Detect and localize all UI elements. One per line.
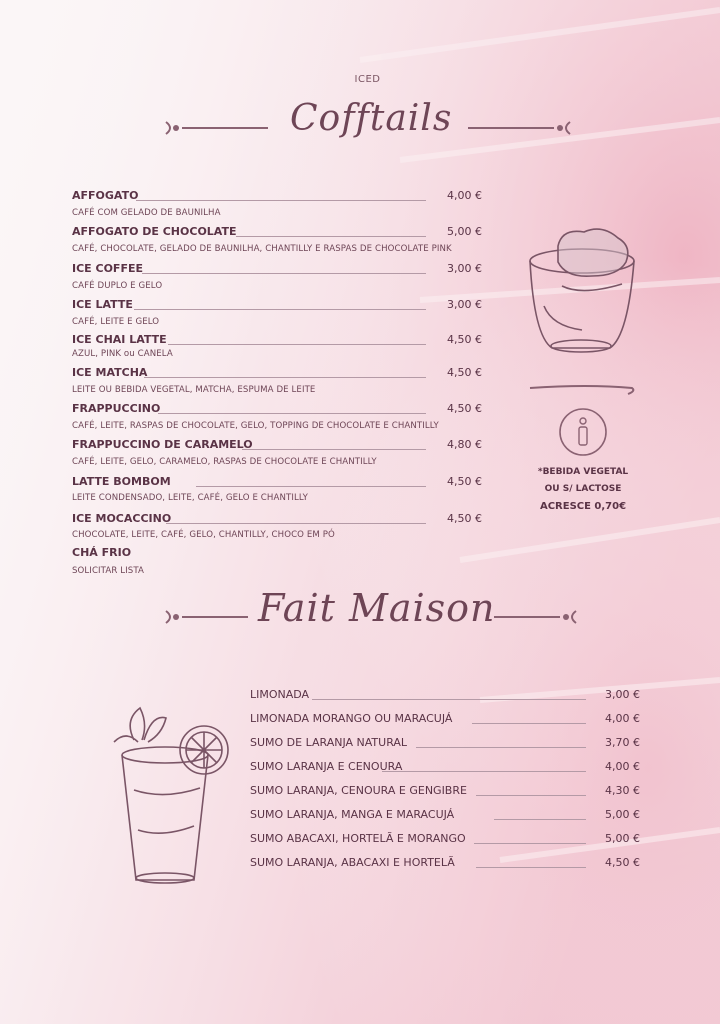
right-ornament-divider-2 [492, 607, 582, 627]
info-icon [557, 406, 609, 458]
menu-item-description: AZUL, PINK ou CANELA [72, 349, 173, 359]
dotted-leader [382, 771, 586, 772]
menu-item [72, 546, 482, 562]
fait-maison-item-price: 5,00 € [605, 832, 640, 845]
menu-item-price: 4,00 € [447, 189, 482, 202]
fait-maison-item [250, 784, 640, 800]
dotted-leader [416, 747, 586, 748]
menu-item-name: ICE CHAI LATTE [72, 333, 167, 346]
menu-item-price: 4,80 € [447, 438, 482, 451]
section-subtitle: ICED [354, 74, 381, 85]
dotted-leader [134, 309, 426, 310]
menu-item [72, 512, 482, 528]
right-ornament-divider [466, 118, 576, 138]
dotted-leader [472, 723, 586, 724]
fait-maison-item-price: 4,00 € [605, 712, 640, 725]
menu-item-name: ICE MATCHA [72, 366, 148, 379]
dotted-leader [476, 867, 586, 868]
dotted-leader [312, 699, 586, 700]
menu-item-description: CAFÉ DUPLO E GELO [72, 281, 163, 291]
dotted-leader [196, 486, 426, 487]
menu-item-price: 4,50 € [447, 366, 482, 379]
dotted-leader [494, 819, 586, 820]
dotted-leader [476, 795, 586, 796]
menu-item [72, 333, 482, 349]
menu-item [72, 475, 482, 491]
menu-item [72, 225, 482, 241]
menu-item [72, 366, 482, 382]
fait-maison-item-name: SUMO LARANJA E CENOURA [250, 760, 403, 773]
menu-item-description: CHOCOLATE, LEITE, CAFÉ, GELO, CHANTILLY, CHOCO EM PÓ [72, 530, 335, 540]
menu-item-name: AFFOGATO DE CHOCOLATE [72, 225, 237, 238]
dotted-leader [158, 413, 426, 414]
dotted-leader [168, 344, 426, 345]
menu-item-description: LEITE OU BEBIDA VEGETAL, MATCHA, ESPUMA DE LEITE [72, 385, 316, 395]
menu-item-name: FRAPPUCCINO DE CARAMELO [72, 438, 253, 451]
dotted-leader [136, 200, 426, 201]
left-ornament-divider [160, 118, 270, 138]
menu-item-price: 4,50 € [447, 512, 482, 525]
menu-item-description: CAFÉ, LEITE, GELO, CARAMELO, RASPAS DE CHOCOLATE E CHANTILLY [72, 457, 377, 467]
menu-item [72, 298, 482, 314]
fait-maison-item-price: 3,00 € [605, 688, 640, 701]
dotted-leader [144, 377, 426, 378]
fait-maison-item-price: 4,50 € [605, 856, 640, 869]
dotted-leader [242, 449, 426, 450]
menu-item-description: CAFÉ COM GELADO DE BAUNILHA [72, 208, 221, 218]
menu-item-name: CHÁ FRIO [72, 546, 132, 559]
note-line-1: *BEBIDA VEGETAL [537, 467, 629, 477]
fait-maison-title: Fait Maison [258, 586, 496, 630]
brush-stroke-divider [528, 382, 638, 398]
dotted-leader [474, 843, 586, 844]
note-line-2: OU S/ LACTOSE [544, 484, 622, 494]
left-ornament-divider-2 [160, 607, 250, 627]
note-line-3: ACRESCE 0,70€ [539, 501, 627, 512]
menu-item [72, 262, 482, 278]
menu-item-price: 4,50 € [447, 333, 482, 346]
menu-item-price: 4,50 € [447, 402, 482, 415]
menu-item-name: AFFOGATO [72, 189, 139, 202]
menu-item-price: 5,00 € [447, 225, 482, 238]
lemonade-glass-illustration [104, 700, 234, 890]
fait-maison-item-name: LIMONADA MORANGO OU MARACUJÁ [250, 712, 453, 725]
fait-maison-item-name: SUMO LARANJA, ABACAXI E HORTELÃ [250, 856, 455, 869]
fait-maison-item-price: 3,70 € [605, 736, 640, 749]
menu-item-name: ICE MOCACCINO [72, 512, 172, 525]
fait-maison-item-name: SUMO LARANJA, MANGA E MARACUJÁ [250, 808, 455, 821]
menu-item [72, 438, 482, 454]
dotted-leader [142, 273, 426, 274]
fait-maison-item-price: 4,30 € [605, 784, 640, 797]
menu-item-description: CAFÉ, LEITE, RASPAS DE CHOCOLATE, GELO, TOPPING DE CHOCOLATE E CHANTILLY [72, 421, 439, 431]
menu-item-description: CAFÉ, CHOCOLATE, GELADO DE BAUNILHA, CHANTILLY E RASPAS DE CHOCOLATE PINK [72, 244, 452, 254]
section-title: Cofftails [290, 98, 453, 139]
fait-maison-item-name: LIMONADA [250, 688, 310, 701]
dotted-leader [166, 523, 426, 524]
menu-item-description: CAFÉ, LEITE E GELO [72, 317, 160, 327]
affogato-glass-illustration [522, 226, 640, 356]
fait-maison-item-price: 5,00 € [605, 808, 640, 821]
fait-maison-item [250, 712, 640, 728]
menu-item-price: 3,00 € [447, 262, 482, 275]
fait-maison-item [250, 808, 640, 824]
menu-item-price: 3,00 € [447, 298, 482, 311]
menu-item-name: LATTE BOMBOM [72, 475, 171, 488]
fait-maison-item-price: 4,00 € [605, 760, 640, 773]
fait-maison-item [250, 832, 640, 848]
fait-maison-item-name: SUMO DE LARANJA NATURAL [250, 736, 408, 749]
menu-item-name: ICE LATTE [72, 298, 133, 311]
menu-item [72, 402, 482, 418]
menu-item-description: SOLICITAR LISTA [72, 566, 144, 576]
fait-maison-item [250, 736, 640, 752]
fait-maison-item-name: SUMO LARANJA, CENOURA E GENGIBRE [250, 784, 467, 797]
menu-item-name: FRAPPUCCINO [72, 402, 161, 415]
fait-maison-item [250, 688, 640, 704]
menu-item-name: ICE COFFEE [72, 262, 143, 275]
menu-item-description: LEITE CONDENSADO, LEITE, CAFÉ, GELO E CHANTILLY [72, 493, 308, 503]
fait-maison-item-name: SUMO ABACAXI, HORTELÃ E MORANGO [250, 832, 466, 845]
menu-item [72, 189, 482, 205]
dotted-leader [236, 236, 426, 237]
fait-maison-item [250, 760, 640, 776]
vegetal-note [528, 464, 638, 515]
fait-maison-item [250, 856, 640, 872]
menu-item-price: 4,50 € [447, 475, 482, 488]
